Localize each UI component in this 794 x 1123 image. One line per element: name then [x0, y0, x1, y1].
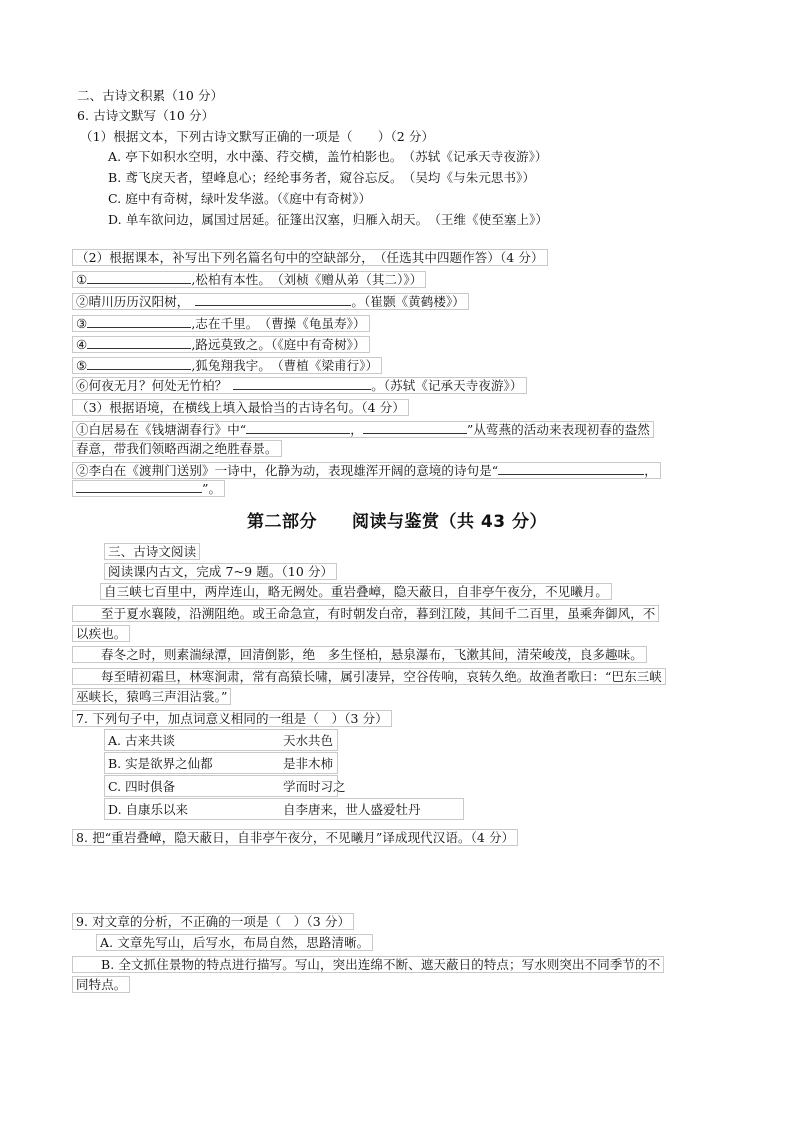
q7-option-row: C. 四时俱备 学而时习之: [104, 775, 338, 797]
fill-blank-item: ⑥何夜无月？何处无竹柏？ 。（苏轼《记承天寺夜游》）: [72, 377, 527, 394]
question-6-1-stem: （1）根据文本，下列古诗文默写正确的一项是（ ）（2 分）: [80, 129, 435, 144]
passage-paragraph: 巫峡长，猿鸣三声泪沾裳。”: [72, 688, 231, 705]
q9-option-b-cont: 同特点。: [72, 976, 130, 993]
passage-paragraph: 春冬之时，则素湍绿潭，回清倒影，绝 多生怪柏，悬泉瀑布，飞漱其间，清荣峻茂，良多趣味。: [72, 646, 647, 663]
fill-blank-item: ②李白在《渡荆门送别》一诗中，化静为动，表现雄浑开阔的意境的诗句是“ ，: [72, 462, 661, 479]
passage-paragraph: 以疾也。: [72, 625, 130, 642]
fill-blank-item: ④ ,路远莫致之。（《庭中有奇树》）: [72, 336, 370, 353]
fill-blank-item: ① ,松柏有本性。 （刘桢《赠从弟（其二）》）: [72, 271, 426, 288]
passage-paragraph: 每至晴初霜旦，林寒涧肃，常有高猿长啸，属引凄异，空谷传响，哀转久绝。故渔者歌曰：“巴东三峡: [72, 668, 666, 685]
q7-option-row: B. 实是欲界之仙都 是非木柿: [104, 752, 338, 774]
fill-blank-item: ②晴川历历汉阳树， 。（崔颢《黄鹤楼》）: [72, 293, 469, 310]
option-c: C. 庭中有奇树，绿叶发华滋。（《庭中有奇树》）: [108, 191, 372, 206]
answer-blank[interactable]: [195, 294, 351, 306]
answer-blank[interactable]: [87, 272, 191, 284]
question-7-stem: 7. 下列句子中，加点词意义相同的一组是（ ）（3 分）: [72, 710, 392, 727]
q9-option-a: A. 文章先写山，后写水，布局自然，思路清晰。: [96, 934, 373, 951]
text-line: 春意，带我们领略西湖之绝胜春景。: [72, 440, 282, 457]
question-6-title: 6. 古诗文默写（10 分）: [77, 108, 215, 123]
passage-paragraph: 至于夏水襄陵，沿溯阻绝。或王命急宣，有时朝发白帝，暮到江陵，其间千二百里，虽乘奔御风，不: [72, 605, 659, 622]
reading-instruction: 阅读课内古文，完成 7~9 题。（10 分）: [104, 563, 337, 580]
answer-blank[interactable]: [498, 463, 644, 475]
section-heading: 三、古诗文阅读: [104, 543, 200, 560]
answer-blank[interactable]: [76, 481, 202, 493]
answer-blank[interactable]: [233, 378, 371, 390]
question-6-2-stem: （2）根据课本，补写出下列名篇名句中的空缺部分， （任选其中四题作答）（4 分）: [72, 249, 548, 266]
answer-blank[interactable]: [363, 422, 467, 434]
question-6-3-stem: （3）根据语境，在横线上填入最恰当的古诗名句。（4 分）: [72, 399, 409, 416]
option-a: A. 亭下如积水空明，水中藻、荇交横，盖竹柏影也。 （苏轼《记承天寺夜游》）: [108, 149, 548, 164]
answer-blank[interactable]: [87, 316, 191, 328]
option-b: B. 鸢飞戾天者，望峰息心；经纶事务者，窥谷忘反。 （吴均《与朱元思书》）: [108, 170, 536, 185]
passage-paragraph: 自三峡七百里中，两岸连山，略无阙处。重岩叠嶂，隐天蔽日，自非亭午夜分，不见曦月。: [100, 583, 612, 600]
answer-blank[interactable]: [87, 337, 191, 349]
answer-blank[interactable]: [87, 358, 191, 370]
question-8-stem: 8. 把“重岩叠嶂，隐天蔽日，自非亭午夜分，不见曦月”译成现代汉语。（4 分）: [72, 829, 518, 846]
fill-blank-item: ⑤ ,狐兔翔我宇。 （曹植《梁甫行》）: [72, 357, 382, 374]
fill-blank-item: ①白居易在《钱塘湖春行》中“ ， ”从莺燕的活动来表现初春的盎然: [72, 421, 654, 438]
part-title: 第二部分 阅读与鉴赏（共 43 分）: [247, 512, 547, 532]
q7-option-row: D. 自康乐以来 自李唐来，世人盛爱牡丹: [104, 798, 464, 820]
answer-blank[interactable]: [246, 422, 350, 434]
q7-option-row: A. 古来共谈 天水共色: [104, 729, 338, 751]
fill-blank-item: ”。: [72, 480, 225, 497]
section-heading: 二、古诗文积累（10 分）: [77, 88, 224, 103]
question-9-stem: 9. 对文章的分析，不正确的一项是（ ）（3 分）: [72, 913, 354, 930]
option-d: D. 单车欲问边，属国过居延。征篷出汉塞，归雁入胡天。 （王维《使至塞上》）: [108, 212, 549, 227]
q9-option-b: B. 全文抓住景物的特点进行描写。写山，突出连绵不断、遮天蔽日的特点；写水则突出不同季节的不: [72, 956, 664, 973]
fill-blank-item: ③ ,志在千里。 （曹操《龟虽寿》）: [72, 315, 370, 332]
